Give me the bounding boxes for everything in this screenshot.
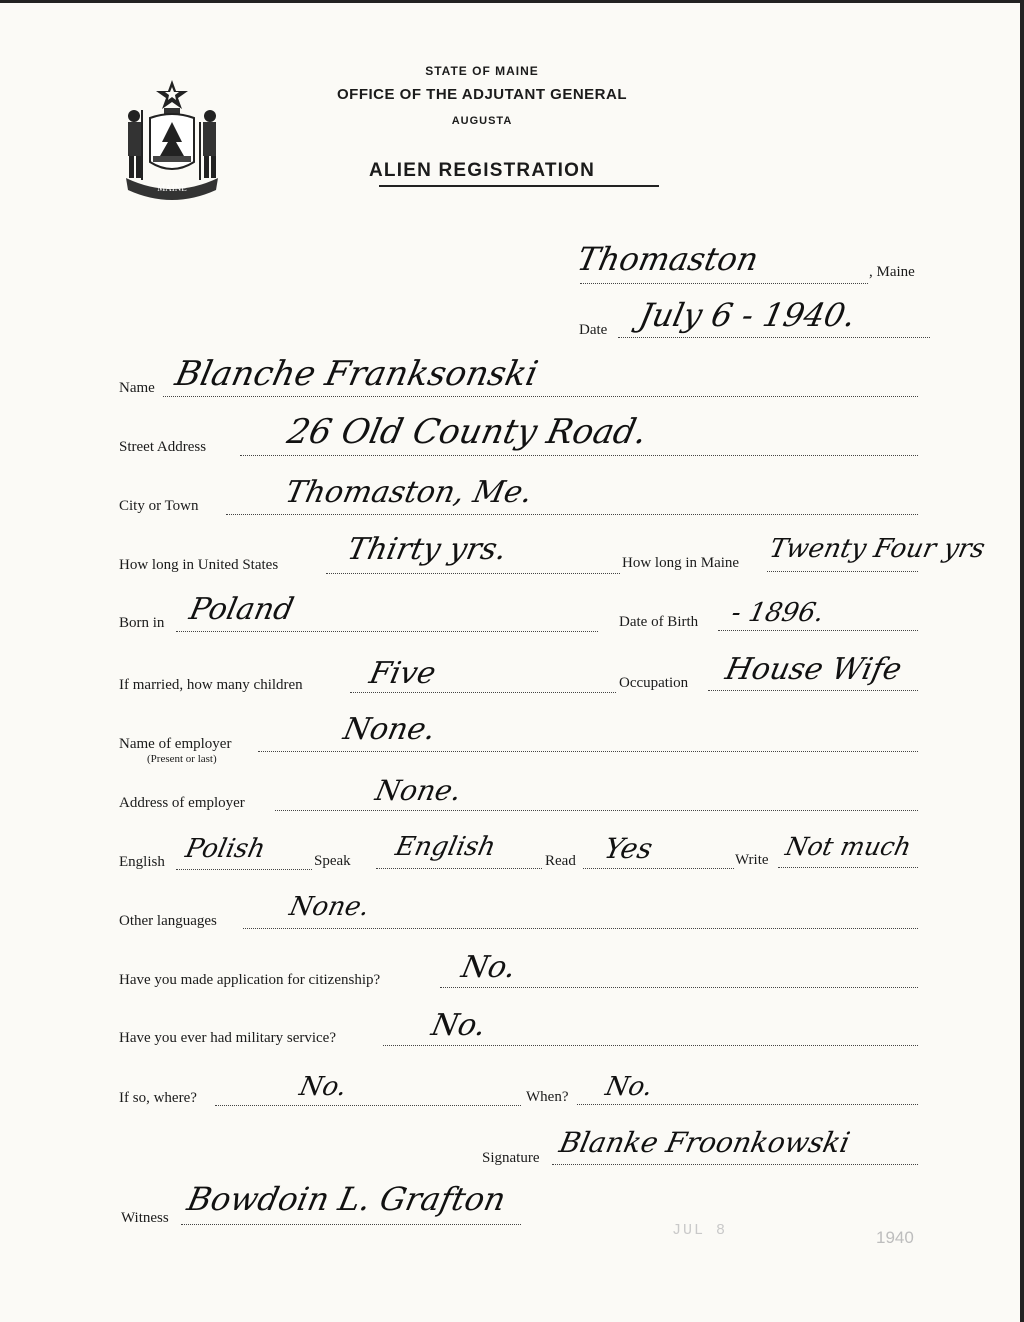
how-long-maine-label: How long in Maine	[622, 555, 740, 571]
occupation-line	[708, 690, 918, 691]
name-value: Blanche Franksonski	[171, 354, 542, 394]
read-value: Yes	[601, 832, 656, 865]
citizenship-label: Have you made application for citizenship?	[119, 972, 381, 988]
header-city: AUGUSTA	[451, 115, 513, 127]
citizenship-line	[440, 987, 918, 988]
how-long-maine-line	[767, 571, 918, 572]
english-line	[176, 869, 312, 870]
date-of-birth-value: - 1896.	[728, 598, 827, 628]
write-label: Write	[735, 852, 769, 868]
date-of-birth-line	[718, 630, 918, 631]
english-label: English	[119, 854, 165, 870]
how-long-us-label: How long in United States	[119, 557, 279, 573]
write-line	[778, 867, 918, 868]
employer-value: None.	[340, 712, 439, 747]
other-languages-label: Other languages	[119, 913, 217, 929]
city-value: Thomaston, Me.	[282, 475, 536, 510]
date-value: July 6 - 1940.	[635, 296, 860, 334]
children-value: Five	[366, 656, 439, 691]
born-in-line	[176, 631, 598, 632]
town-value: Thomaston	[573, 240, 762, 278]
where-label: If so, where?	[119, 1090, 197, 1106]
maine-label: , Maine	[869, 264, 915, 280]
when-line	[577, 1104, 918, 1105]
employer-label: Name of employer	[119, 736, 232, 752]
how-long-us-value: Thirty yrs.	[344, 532, 510, 567]
form-title: ALIEN REGISTRATION	[368, 160, 596, 181]
other-languages-value: None.	[286, 892, 373, 922]
received-stamp-year: 1940	[876, 1228, 914, 1247]
witness-value: Bowdoin L. Grafton	[183, 1180, 510, 1218]
header-state: STATE OF MAINE	[425, 64, 539, 78]
children-label: If married, how many children	[119, 677, 303, 693]
street-line	[240, 455, 918, 456]
received-stamp: JUL 8	[672, 1222, 728, 1239]
occupation-label: Occupation	[619, 675, 689, 691]
read-label: Read	[545, 853, 576, 869]
military-label: Have you ever had military service?	[119, 1030, 336, 1046]
born-in-value: Poland	[186, 592, 297, 627]
street-value: 26 Old County Road.	[283, 412, 651, 452]
employer-address-label: Address of employer	[119, 795, 245, 811]
signature-value: Blanke Froonkowski	[556, 1126, 853, 1159]
town-line	[580, 283, 868, 284]
witness-line	[181, 1224, 521, 1225]
where-value: No.	[296, 1072, 350, 1102]
speak-label: Speak	[314, 853, 351, 869]
street-label: Street Address	[119, 439, 207, 455]
date-line	[618, 337, 930, 338]
city-line	[226, 514, 918, 515]
where-line	[215, 1105, 521, 1106]
when-label: When?	[526, 1089, 569, 1105]
english-value: Polish	[182, 834, 269, 864]
military-line	[383, 1045, 918, 1046]
write-value: Not much	[782, 832, 914, 861]
signature-line	[552, 1164, 918, 1165]
name-label: Name	[119, 380, 155, 396]
employer-sublabel: (Present or last)	[147, 753, 217, 765]
employer-line	[258, 751, 918, 752]
occupation-value: House Wife	[722, 652, 905, 687]
name-line	[163, 396, 918, 397]
read-line	[583, 868, 734, 869]
seal-text: MAINE	[157, 183, 187, 193]
born-in-label: Born in	[119, 615, 165, 631]
signature-label: Signature	[482, 1150, 540, 1166]
header-office: OFFICE OF THE ADJUTANT GENERAL	[337, 86, 627, 103]
employer-address-value: None.	[372, 774, 465, 807]
citizenship-value: No.	[458, 950, 520, 985]
how-long-us-line	[326, 573, 620, 574]
title-underline	[379, 185, 659, 187]
speak-value: English	[392, 832, 499, 862]
other-languages-line	[243, 928, 918, 929]
date-of-birth-label: Date of Birth	[619, 614, 699, 630]
employer-address-line	[275, 810, 918, 811]
how-long-maine-value: Twenty Four yrs	[766, 534, 988, 564]
date-label: Date	[579, 322, 608, 338]
when-value: No.	[602, 1072, 656, 1102]
speak-line	[376, 868, 542, 869]
city-label: City or Town	[119, 498, 199, 514]
military-value: No.	[428, 1008, 490, 1043]
children-line	[350, 692, 616, 693]
witness-label: Witness	[121, 1210, 169, 1226]
